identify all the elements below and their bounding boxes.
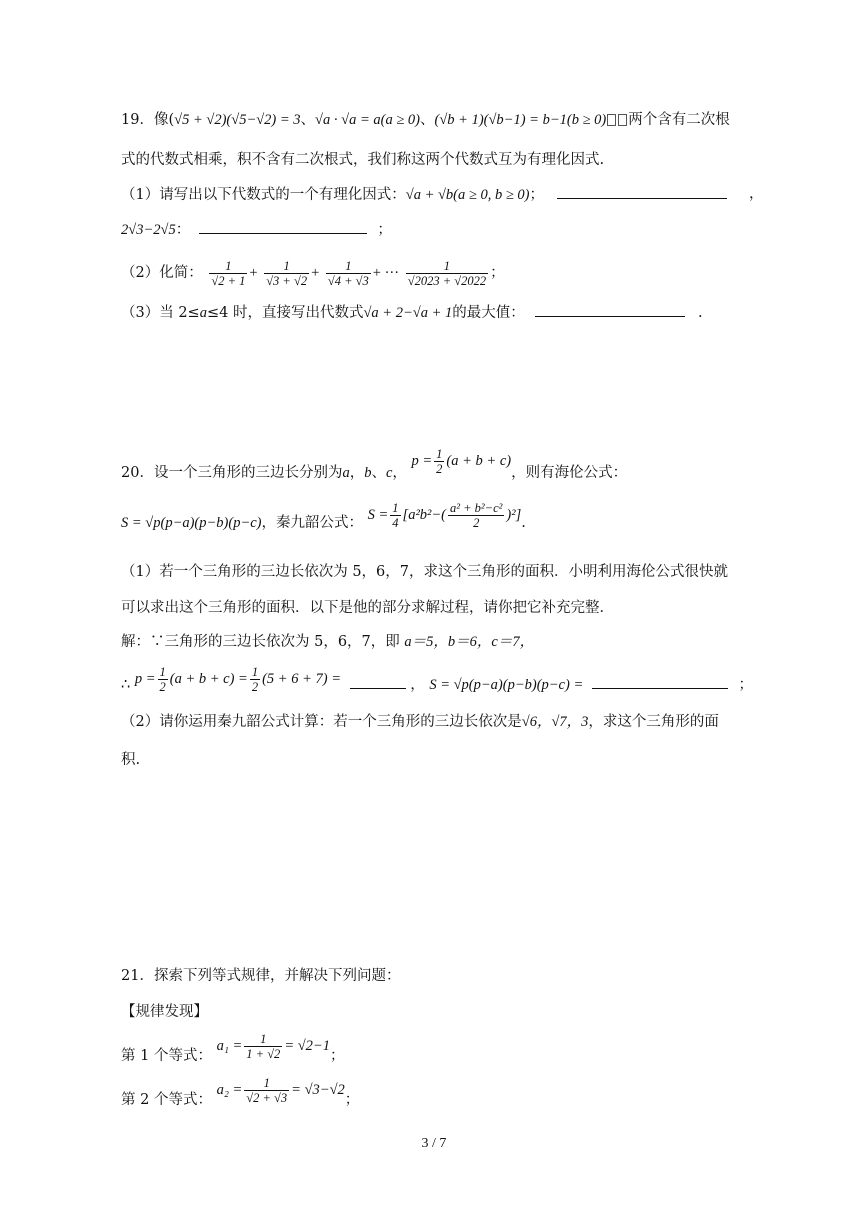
- q19-frac-3: $\frac{1}{√4 + √3}$: [327, 258, 369, 288]
- answer-blank-4[interactable]: [350, 674, 406, 689]
- answer-blank-1[interactable]: [557, 184, 727, 199]
- q19-intro-line2: 式的代数式相乘，积不含有二次根式，我们称这两个代数式互为有理化因式.: [121, 152, 605, 168]
- q19-expr3: (√b + 1)(√b−1) = b−1(b ≥ 0): [434, 112, 607, 128]
- missing-glyph-box: [618, 114, 627, 126]
- answer-blank-3[interactable]: [535, 302, 685, 317]
- q19-frac-2: $\frac{1}{√3 + √2}$: [266, 258, 308, 288]
- q20-heron-formula: S = √p(p−a)(p−b)(p−c): [121, 515, 262, 531]
- q19-part1-line2: 2√3−2√5： ；: [121, 219, 392, 240]
- q19-expr2: √a · √a = a(a ≥ 0): [315, 112, 420, 128]
- q19-part2: （2）化简： $\frac{1}{√2 + 1}$ + $\frac{1}{√3 + √2}$ + $\frac{1}{√4 + √3}$ + ··· $\frac{1}{√2023 + √2022}$ ；: [121, 258, 505, 288]
- q20-part1-line2: 可以求出这个三角形的面积．以下是他的部分求解过程，请你把它补充完整．: [121, 600, 614, 616]
- q19-part3: （3）当 2≤a≤4 时，直接写出代数式√a + 2−√a + 1的最大值： .: [121, 302, 703, 323]
- q20-solution-line1: 解：∵三角形的三边长依次为 5，6，7，即 a＝5，b＝6，c＝7，: [121, 634, 535, 650]
- q21-number: 21．: [121, 968, 154, 984]
- q20-p-formula: p = $\frac{1}{2}$ (a + b + c): [411, 447, 512, 477]
- q19-part1-expr2: 2√3−2√5: [121, 222, 176, 238]
- therefore-symbol: ∴: [121, 677, 131, 693]
- q19-expr1: √5 + √2)(√5−√2) = 3: [174, 112, 301, 128]
- q21-equation-1: 第 1 个等式： a₁ = $\frac{1}{1 + √2}$ = √2−1；: [121, 1032, 345, 1064]
- q19-part1-line1: （1）请写出以下代数式的一个有理化因式：√a + √b(a ≥ 0, b ≥ 0)； ，: [121, 186, 764, 203]
- answer-blank-2[interactable]: [199, 219, 367, 234]
- missing-glyph-box: [607, 114, 616, 126]
- q19-part3-expr: √a + 2−√a + 1: [363, 305, 453, 321]
- q21-equation-2: 第 2 个等式： a₂ = $\frac{1}{√2 + √3}$ = √3−√2；: [121, 1076, 360, 1108]
- q19-frac-4: $\frac{1}{√2023 + √2022}$: [407, 258, 487, 288]
- q19-intro-line1: 19．像(√5 + √2)(√5−√2) = 3、√a · √a = a(a ≥ 0)、(√b + 1)(√b−1) = b−1(b ≥ 0) 两个含有二次根: [121, 112, 730, 128]
- q20-intro-line2: S = √p(p−a)(p−b)(p−c)，秦九韶公式： S = $\frac{1}{4}$ [a²b²−( $\frac{\text{a² + b²−c²}}{2}$ )²].: [121, 501, 526, 531]
- q20-number: 20．: [121, 465, 154, 481]
- q20-qin-formula: S = $\frac{1}{4}$ [a²b²−( $\frac{\text{a² + b²−c²}}{2}$ )²]: [367, 501, 522, 531]
- q20-part1-line1: （1）若一个三角形的三边长依次为 5，6，7，求这个三角形的面积．小明利用海伦公式很快就: [121, 564, 729, 580]
- answer-blank-5[interactable]: [592, 674, 728, 689]
- page-number: 3 / 7: [421, 1136, 447, 1151]
- q19-part1-expr1: √a + √b(a ≥ 0, b ≥ 0): [405, 187, 530, 203]
- q19-number: 19．: [121, 112, 154, 128]
- q19-frac-1: $\frac{1}{√2 + 1}$: [211, 258, 246, 288]
- q21-section-title: 【规律发现】: [121, 1004, 208, 1020]
- q20-part2-line1: （2）请你运用秦九韶公式计算：若一个三角形的三边长依次是√6，√7，3，求这个三角形的面: [121, 714, 719, 730]
- q20-solution-line2: ∴ p = $\frac{1}{2}$ (a + b + c) = $\frac{1}{2}$ (5 + 6 + 7) = ， S = √p(p−a)(p−b)(p−c) = ；: [121, 665, 753, 695]
- q21-intro: 21．探索下列等式规律，并解决下列问题：: [121, 968, 401, 984]
- q20-intro-line1: 20．设一个三角形的三边长分别为a，b、c， p = $\frac{1}{2}$ (a + b + c)，则有海伦公式：: [121, 447, 628, 481]
- q20-part2-line2: 积.: [121, 752, 141, 768]
